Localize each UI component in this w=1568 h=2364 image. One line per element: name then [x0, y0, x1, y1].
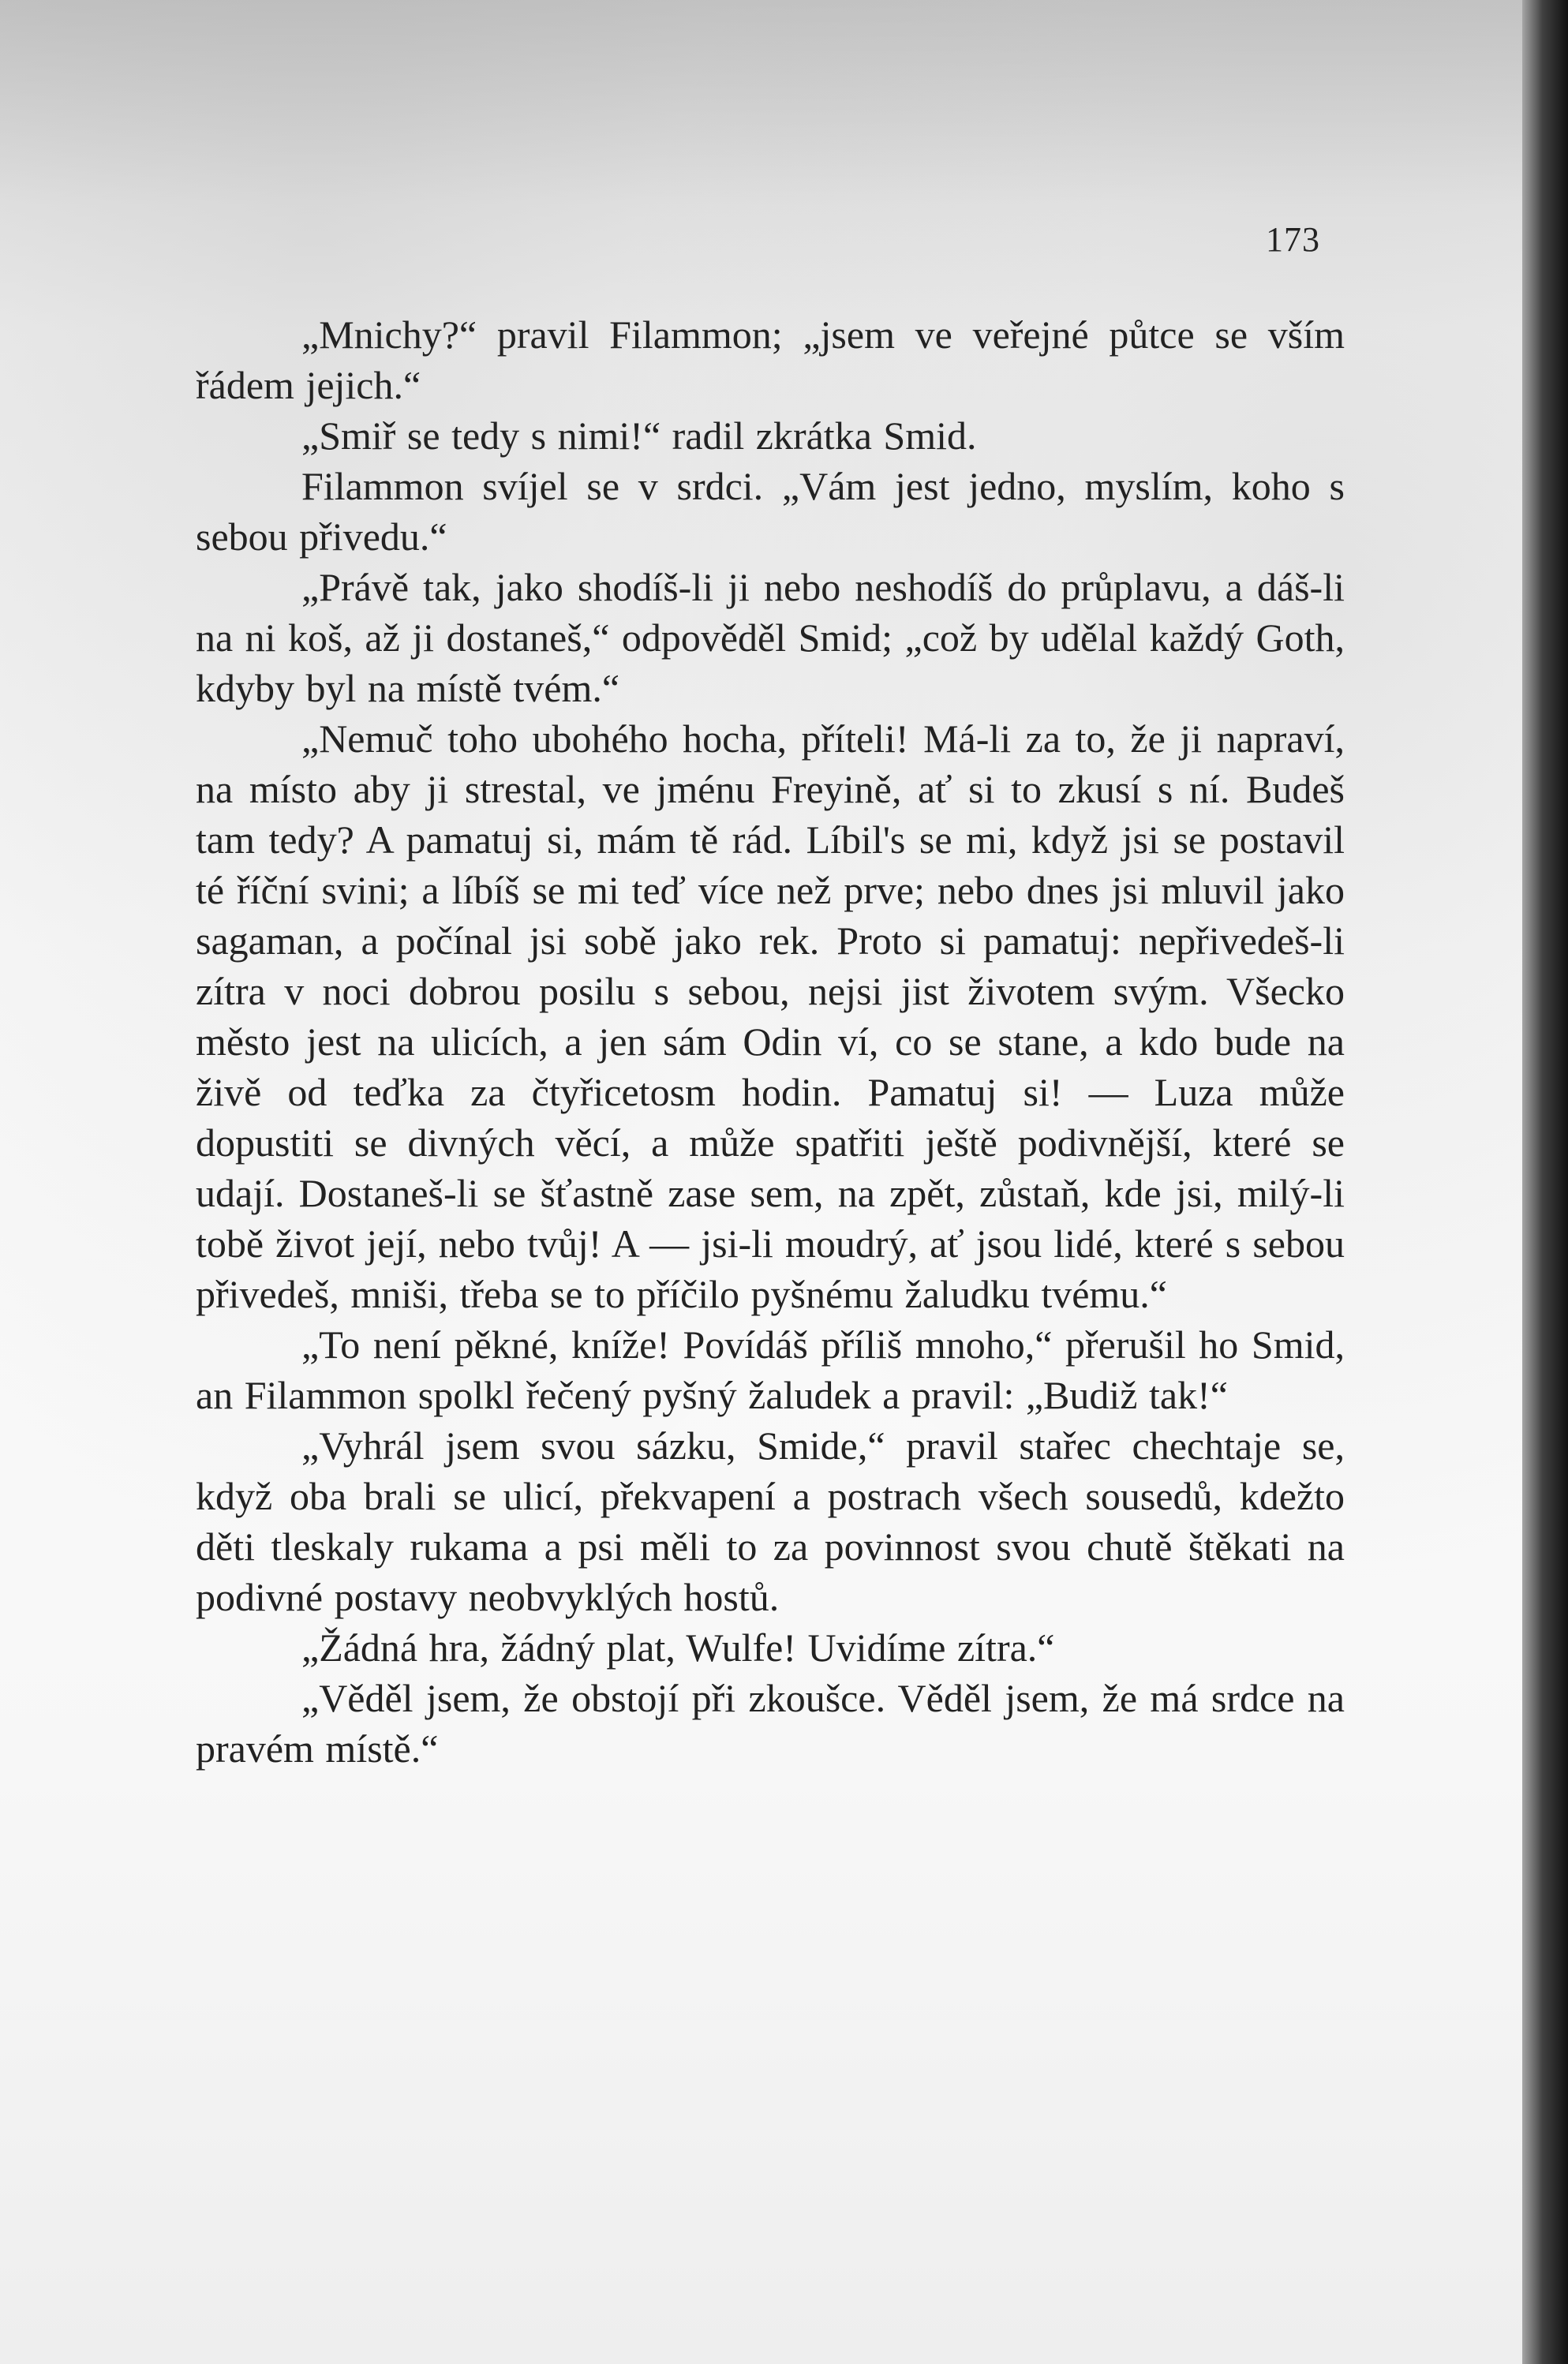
paragraph-9: „Věděl jsem, že obstojí při zkoušce. Věděl jsem, že má srdce na pravém místě.“ [196, 1676, 1345, 1771]
paragraph-4: „Právě tak, jako shodíš-li ji nebo neshodíš do průplavu, a dáš-li na ni koš, až ji dostaneš,“ odpověděl Smid; „což by udělal každý Goth, kdyby byl na místě tvém.“ [196, 565, 1345, 710]
paragraph-6: „To není pěkné, kníže! Povídáš příliš mnoho,“ přerušil ho Smid, an Filammon spolkl řečený pyšný žaludek a pravil: „Budiž tak!“ [196, 1322, 1345, 1417]
book-spine-edge [1522, 0, 1568, 2364]
page-number: 173 [1266, 220, 1320, 259]
main-text [196, 309, 1345, 1774]
paragraph-8: „Žádná hra, žádný plat, Wulfe! Uvidíme zítra.“ [301, 1625, 1055, 1670]
paragraph-1: „Mnichy?“ pravil Filammon; „jsem ve veřejné půtce se vším řádem jejich.“ [196, 312, 1345, 407]
paragraph-2: „Smiř se tedy s nimi!“ radil zkrátka Smid. [301, 413, 977, 458]
paragraph-3: Filammon svíjel se v srdci. „Vám jest jedno, myslím, koho s sebou přivedu.“ [196, 464, 1345, 559]
paragraph-7: „Vyhrál jsem svou sázku, Smide,“ pravil stařec chechtaje se, když oba brali se ulicí, překvapení a postrach všech sousedů, kdežto děti tleskaly rukama a psi měli to za povinnost svou chutě štěkati na podivné postavy neobvyklých hostů. [196, 1423, 1345, 1619]
page-shading [0, 0, 1568, 205]
paragraph-5: „Nemuč toho ubohého hocha, příteli! Má-li za to, že ji napraví, na místo aby ji strestal, ve jménu Freyině, ať si to zkusí s ní. Budeš tam tedy? A pamatuj si, mám tě rád. Líbil's se mi, když jsi se postavil té říční svini; a líbíš se mi teď více než prve; nebo dnes jsi mluvil jako sagaman, a počínal jsi sobě jako rek. Proto si pamatuj: nepřivedeš-li zítra v noci dobrou posilu s sebou, nejsi jist životem svým. Všecko město jest na ulicích, a jen sám Odin ví, co se stane, a kdo bude na živě od teďka za čtyřicetosm hodin. Pamatuj si! — Luza může dopustiti se divných věcí, a může spatřiti ještě podivnější, které se udají. Dostaneš-li se šťastně zase sem, na zpět, zůstaň, kde jsi, milý-li tobě život její, nebo tvůj! A — jsi-li moudrý, ať jsou lidé, které s sebou přivedeš, mniši, třeba se to příčilo pyšnému žaludku tvému.“ [196, 716, 1345, 1316]
